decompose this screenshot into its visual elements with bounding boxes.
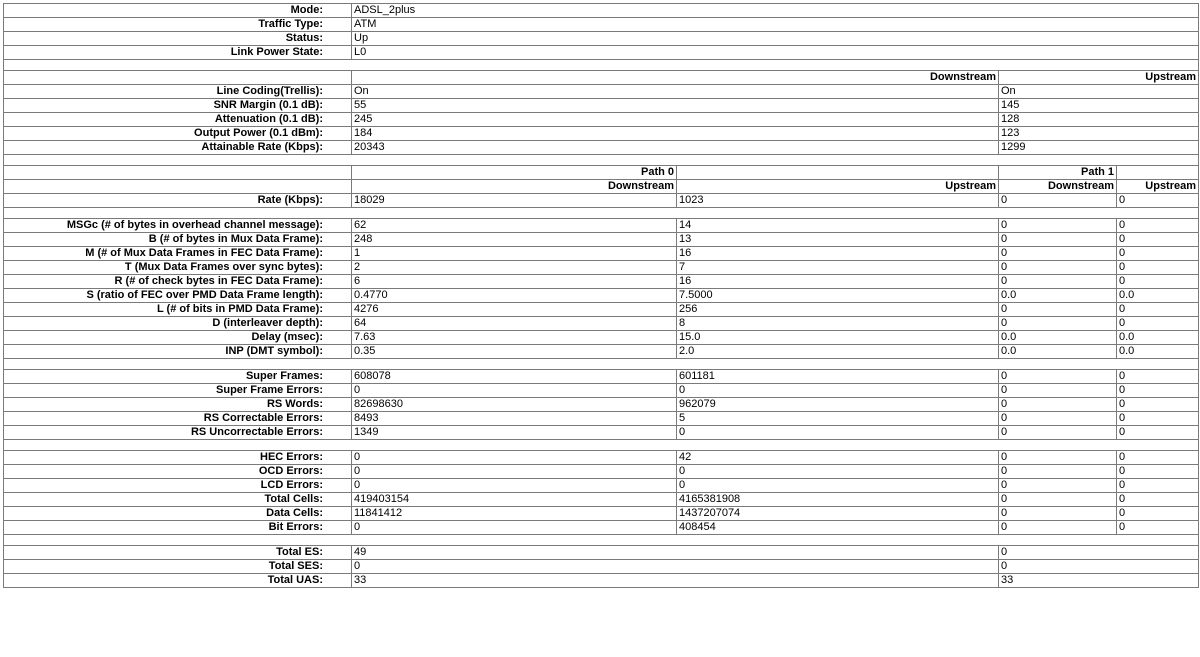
stat-label: S (ratio of FEC over PMD Data Frame length): <box>4 289 352 303</box>
path1-total-value: 33 <box>999 574 1199 588</box>
path0-up-value: 4165381908 <box>677 493 999 507</box>
path0-up-value: 7 <box>677 261 999 275</box>
stat-row <box>4 289 1199 303</box>
path0-down-value: 0.35 <box>352 345 677 359</box>
path1-up-value: 0 <box>1117 479 1199 493</box>
path1-up-value: 0 <box>1117 493 1199 507</box>
path0-total-value: 0 <box>352 560 999 574</box>
total-row <box>4 574 1199 588</box>
stat-label: T (Mux Data Frames over sync bytes): <box>4 261 352 275</box>
path1-down-value: 0 <box>999 219 1117 233</box>
path1-up-value: 0 <box>1117 261 1199 275</box>
path0-down-value: 0 <box>352 479 677 493</box>
stat-label: Data Cells: <box>4 507 352 521</box>
stat-label: R (# of check bytes in FEC Data Frame): <box>4 275 352 289</box>
stat-label: B (# of bytes in Mux Data Frame): <box>4 233 352 247</box>
path1-up-value: 0 <box>1117 426 1199 440</box>
stat-label: RS Uncorrectable Errors: <box>4 426 352 440</box>
stat-row <box>4 521 1199 535</box>
stat-row <box>4 479 1199 493</box>
stat-row <box>4 303 1199 317</box>
stat-row <box>4 493 1199 507</box>
path0-up-value: 601181 <box>677 370 999 384</box>
stat-label: Super Frames: <box>4 370 352 384</box>
path1-up-value: 0.0 <box>1117 289 1199 303</box>
path0-up-value: 962079 <box>677 398 999 412</box>
mode-row <box>4 4 1199 18</box>
path1-up-value: 0 <box>1117 412 1199 426</box>
path0-up-value: 5 <box>677 412 999 426</box>
path0-down-value: 419403154 <box>352 493 677 507</box>
stat-label: L (# of bits in PMD Data Frame): <box>4 303 352 317</box>
stat-row <box>4 233 1199 247</box>
path0-up-value: 16 <box>677 247 999 261</box>
path0-header: Path 0 <box>352 166 677 180</box>
path1-down-value: 0 <box>999 317 1117 331</box>
path0-down-value: 0 <box>352 384 677 398</box>
line-up-value: 145 <box>999 99 1199 113</box>
path0-down-value: 82698630 <box>352 398 677 412</box>
path1-up-value: 0 <box>1117 317 1199 331</box>
path1-up-value: 0 <box>1117 521 1199 535</box>
path0-down-value: 0 <box>352 521 677 535</box>
stat-row <box>4 507 1199 521</box>
path1-up-value: 0 <box>1117 451 1199 465</box>
path1-down-value: 0 <box>999 233 1117 247</box>
totals-section <box>4 546 1199 588</box>
spacer-row <box>4 60 1199 71</box>
path1-downstream-header: Downstream <box>999 180 1117 194</box>
path0-up-value: 13 <box>677 233 999 247</box>
line-row-label: Output Power (0.1 dBm): <box>4 127 352 141</box>
path1-up-value: 0 <box>1117 398 1199 412</box>
line-row-label: Line Coding(Trellis): <box>4 85 352 99</box>
path1-down-value: 0 <box>999 451 1117 465</box>
path1-up-value: 0 <box>1117 370 1199 384</box>
rate-row <box>4 194 1199 208</box>
spacer-row <box>4 208 1199 219</box>
total-label: Total UAS: <box>4 574 352 588</box>
line-row-label: Attainable Rate (Kbps): <box>4 141 352 155</box>
path0-up-value: 0 <box>677 426 999 440</box>
stat-label: MSGc (# of bytes in overhead channel message): <box>4 219 352 233</box>
path0-total-value: 33 <box>352 574 999 588</box>
path1-down-value: 0 <box>999 194 1117 208</box>
stat-row <box>4 247 1199 261</box>
line-downstream-header: Downstream <box>352 71 999 85</box>
mode-label: Mode: <box>4 4 352 18</box>
line-down-value: 55 <box>352 99 999 113</box>
stat-label: RS Correctable Errors: <box>4 412 352 426</box>
line-down-value: 20343 <box>352 141 999 155</box>
path0-up-value: 0 <box>677 384 999 398</box>
line-up-value: 1299 <box>999 141 1199 155</box>
path1-up-value: 0 <box>1117 219 1199 233</box>
line-row-label: SNR Margin (0.1 dB): <box>4 99 352 113</box>
stat-row <box>4 398 1199 412</box>
path0-up-value: 0 <box>677 465 999 479</box>
path1-up-value: 0 <box>1117 194 1199 208</box>
path0-total-value: 49 <box>352 546 999 560</box>
path1-down-value: 0 <box>999 247 1117 261</box>
stat-label: HEC Errors: <box>4 451 352 465</box>
total-label: Total ES: <box>4 546 352 560</box>
path1-down-value: 0 <box>999 507 1117 521</box>
path1-down-value: 0 <box>999 303 1117 317</box>
path0-down-value: 2 <box>352 261 677 275</box>
stat-row <box>4 451 1199 465</box>
path0-up-value: 2.0 <box>677 345 999 359</box>
status-label: Status: <box>4 32 352 46</box>
traffic-type-label: Traffic Type: <box>4 18 352 32</box>
path1-down-value: 0.0 <box>999 345 1117 359</box>
path0-up-value: 1437207074 <box>677 507 999 521</box>
status-value: Up <box>352 32 1199 46</box>
path0-down-value: 4276 <box>352 303 677 317</box>
path0-upstream-header: Upstream <box>677 180 999 194</box>
adsl-statistics-table <box>3 3 1199 588</box>
traffic-type-value: ATM <box>352 18 1199 32</box>
path1-down-value: 0 <box>999 479 1117 493</box>
path0-down-value: 0 <box>352 451 677 465</box>
path0-down-value: 608078 <box>352 370 677 384</box>
link-power-state-label: Link Power State: <box>4 46 352 60</box>
path0-down-value: 11841412 <box>352 507 677 521</box>
line-up-value: 123 <box>999 127 1199 141</box>
stat-row <box>4 317 1199 331</box>
spacer-row <box>4 155 1199 166</box>
stat-row <box>4 370 1199 384</box>
total-label: Total SES: <box>4 560 352 574</box>
rate-label: Rate (Kbps): <box>4 194 352 208</box>
stat-row <box>4 384 1199 398</box>
stat-label: OCD Errors: <box>4 465 352 479</box>
path1-down-value: 0 <box>999 493 1117 507</box>
stat-label: RS Words: <box>4 398 352 412</box>
path1-down-value: 0 <box>999 384 1117 398</box>
stat-row <box>4 465 1199 479</box>
line-down-value: 184 <box>352 127 999 141</box>
path0-down-value: 248 <box>352 233 677 247</box>
path0-up-value: 8 <box>677 317 999 331</box>
superframes-section <box>4 370 1199 440</box>
stat-label: M (# of Mux Data Frames in FEC Data Frame): <box>4 247 352 261</box>
path0-down-value: 8493 <box>352 412 677 426</box>
link-power-state-row <box>4 46 1199 60</box>
path1-up-value: 0 <box>1117 247 1199 261</box>
path1-up-value: 0.0 <box>1117 331 1199 345</box>
path1-up-value: 0 <box>1117 384 1199 398</box>
spacer-row <box>4 359 1199 370</box>
path0-down-value: 7.63 <box>352 331 677 345</box>
path1-total-value: 0 <box>999 560 1199 574</box>
path1-up-value: 0 <box>1117 233 1199 247</box>
path0-down-value: 6 <box>352 275 677 289</box>
attenuation-row <box>4 113 1199 127</box>
stat-row <box>4 345 1199 359</box>
line-header-row <box>4 71 1199 85</box>
path-header-row <box>4 166 1199 180</box>
path0-up-value: 408454 <box>677 521 999 535</box>
line-down-value: 245 <box>352 113 999 127</box>
framing-section <box>4 219 1199 359</box>
stat-label: INP (DMT symbol): <box>4 345 352 359</box>
path0-down-value: 0.4770 <box>352 289 677 303</box>
path1-down-value: 0 <box>999 412 1117 426</box>
line-coding-row <box>4 85 1199 99</box>
path1-up-value: 0 <box>1117 465 1199 479</box>
total-row <box>4 546 1199 560</box>
stat-label: Total Cells: <box>4 493 352 507</box>
path1-down-value: 0 <box>999 521 1117 535</box>
path0-up-value: 15.0 <box>677 331 999 345</box>
path1-down-value: 0.0 <box>999 289 1117 303</box>
line-row-label: Attenuation (0.1 dB): <box>4 113 352 127</box>
stat-row <box>4 426 1199 440</box>
stat-row <box>4 412 1199 426</box>
path1-down-value: 0 <box>999 398 1117 412</box>
path1-down-value: 0 <box>999 370 1117 384</box>
path1-up-value: 0 <box>1117 507 1199 521</box>
path0-down-value: 18029 <box>352 194 677 208</box>
spacer-row <box>4 440 1199 451</box>
snr-margin-row <box>4 99 1199 113</box>
path1-header: Path 1 <box>999 166 1117 180</box>
mode-value: ADSL_2plus <box>352 4 1199 18</box>
path0-up-value: 256 <box>677 303 999 317</box>
path1-up-value: 0.0 <box>1117 345 1199 359</box>
line-up-value: 128 <box>999 113 1199 127</box>
link-power-state-value: L0 <box>352 46 1199 60</box>
path1-down-value: 0 <box>999 261 1117 275</box>
path1-down-value: 0 <box>999 275 1117 289</box>
output-power-row <box>4 127 1199 141</box>
stat-label: Delay (msec): <box>4 331 352 345</box>
stat-row <box>4 275 1199 289</box>
path0-down-value: 0 <box>352 465 677 479</box>
spacer-row <box>4 535 1199 546</box>
path1-down-value: 0 <box>999 465 1117 479</box>
stat-row <box>4 219 1199 233</box>
path1-down-value: 0.0 <box>999 331 1117 345</box>
path1-total-value: 0 <box>999 546 1199 560</box>
stat-label: Super Frame Errors: <box>4 384 352 398</box>
path0-down-value: 1 <box>352 247 677 261</box>
path0-up-value: 0 <box>677 479 999 493</box>
line-up-value: On <box>999 85 1199 99</box>
direction-header-row <box>4 180 1199 194</box>
path0-down-value: 62 <box>352 219 677 233</box>
stat-row <box>4 331 1199 345</box>
status-row <box>4 32 1199 46</box>
stat-label: D (interleaver depth): <box>4 317 352 331</box>
traffic-type-row <box>4 18 1199 32</box>
path1-up-value: 0 <box>1117 303 1199 317</box>
path0-up-value: 14 <box>677 219 999 233</box>
stat-label: Bit Errors: <box>4 521 352 535</box>
path0-down-value: 64 <box>352 317 677 331</box>
path0-up-value: 42 <box>677 451 999 465</box>
stat-row <box>4 261 1199 275</box>
cells-section <box>4 451 1199 535</box>
line-upstream-header: Upstream <box>999 71 1199 85</box>
path0-up-value: 16 <box>677 275 999 289</box>
path1-down-value: 0 <box>999 426 1117 440</box>
path0-up-value: 7.5000 <box>677 289 999 303</box>
path1-up-value: 0 <box>1117 275 1199 289</box>
attainable-rate-row <box>4 141 1199 155</box>
line-down-value: On <box>352 85 999 99</box>
stat-label: LCD Errors: <box>4 479 352 493</box>
path0-downstream-header: Downstream <box>352 180 677 194</box>
path0-down-value: 1349 <box>352 426 677 440</box>
path1-upstream-header: Upstream <box>1117 180 1199 194</box>
total-row <box>4 560 1199 574</box>
path0-up-value: 1023 <box>677 194 999 208</box>
